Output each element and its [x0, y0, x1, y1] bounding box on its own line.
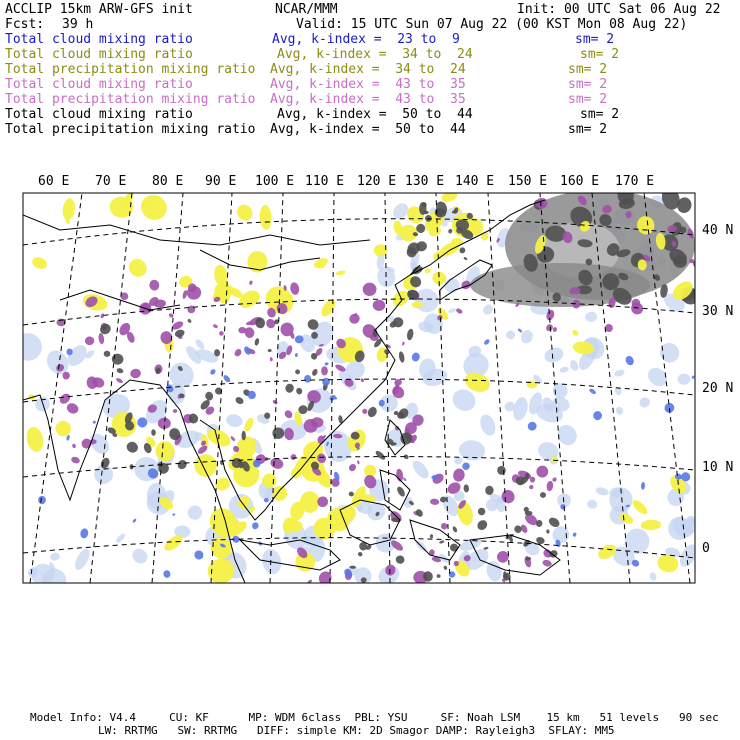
field-cell: [268, 349, 272, 352]
legend-k-index: Avg, k-index = 50 to 44: [277, 107, 473, 122]
field-cell: [485, 486, 494, 495]
forecast-label: Fcst:: [5, 17, 45, 32]
field-cell: [190, 450, 221, 481]
field-cell: [430, 498, 440, 505]
field-cell: [395, 555, 405, 564]
field-cell: [115, 532, 127, 544]
field-cell: [243, 417, 256, 433]
field-cell: [448, 228, 453, 234]
field-cell: [151, 429, 156, 436]
field-cell: [546, 480, 554, 491]
field-cell: [295, 387, 303, 395]
field-cell: [72, 443, 77, 448]
field-cell: [249, 280, 253, 285]
mixing-ratio-shading: [11, 184, 703, 597]
field-cell: [111, 353, 124, 366]
field-cell: [172, 513, 176, 516]
field-cell: [361, 408, 368, 415]
coastline: [23, 215, 370, 245]
field-cell: [463, 257, 468, 261]
field-cell: [641, 482, 646, 490]
field-cell: [234, 201, 256, 223]
field-cell: [536, 465, 549, 478]
legend-smoothing: sm= 2: [580, 47, 620, 62]
field-cell: [477, 507, 486, 516]
field-cell: [586, 499, 598, 510]
field-cell: [505, 330, 516, 341]
legend-field-name: Total precipitation mixing ratio: [5, 92, 256, 107]
legend-smoothing: sm= 2: [580, 107, 620, 122]
field-cell: [448, 307, 457, 313]
legend-field-name: Total precipitation mixing ratio: [5, 62, 256, 77]
legend-k-index: Avg, k-index = 34 to 24: [270, 62, 466, 77]
field-cell: [630, 498, 649, 517]
field-cell: [545, 323, 555, 333]
field-cell: [53, 418, 73, 438]
field-cell: [542, 345, 565, 365]
field-cell: [569, 359, 580, 372]
field-cell: [440, 189, 459, 204]
latitude-label: 10 N: [702, 460, 734, 475]
field-cell: [483, 338, 490, 345]
field-cell: [335, 270, 346, 277]
field-cell: [360, 378, 364, 383]
field-cell: [458, 439, 486, 462]
field-cell: [358, 541, 368, 551]
field-cell: [559, 366, 569, 374]
field-cell: [372, 299, 385, 311]
field-cell: [458, 246, 466, 254]
field-cell: [84, 336, 94, 346]
field-cell: [640, 519, 661, 530]
field-cell: [357, 551, 363, 557]
field-cell: [552, 326, 558, 332]
field-cell: [152, 438, 177, 464]
field-cell: [475, 518, 489, 532]
field-cell: [430, 534, 434, 538]
field-cell: [317, 569, 334, 587]
longitude-label: 150 E: [508, 174, 548, 189]
legend-k-index: Avg, k-index = 50 to 44: [270, 122, 466, 137]
field-cell: [411, 285, 443, 317]
field-cell: [410, 458, 432, 481]
field-cell: [264, 413, 270, 419]
longitude-label: 60 E: [38, 174, 70, 189]
field-cell: [283, 409, 294, 420]
field-cell: [259, 205, 273, 231]
field-cell: [517, 328, 522, 333]
legend-smoothing: sm= 2: [568, 77, 608, 92]
field-cell: [366, 405, 378, 418]
field-cell: [614, 369, 626, 378]
field-cell: [65, 401, 80, 415]
field-cell: [455, 307, 463, 314]
latitude-label: 30 N: [702, 304, 734, 319]
meridian: [90, 193, 132, 583]
init-time: Init: 00 UTC Sat 06 Aug 22: [517, 2, 721, 17]
meridian: [30, 193, 82, 583]
legend-k-index: Avg, k-index = 34 to 24: [277, 47, 473, 62]
field-cell: [11, 330, 46, 364]
field-cell: [439, 540, 445, 544]
longitude-label: 90 E: [205, 174, 237, 189]
field-cell: [396, 485, 407, 498]
field-cell: [234, 396, 244, 406]
field-cell: [185, 503, 205, 523]
field-cell: [463, 484, 469, 492]
field-cell: [595, 486, 610, 497]
legend-smoothing: sm= 2: [568, 62, 608, 77]
field-cell: [125, 440, 140, 455]
field-cell: [176, 458, 189, 471]
field-cell: [209, 368, 216, 376]
legend-field-name: Total precipitation mixing ratio: [5, 122, 256, 137]
field-cell: [411, 352, 421, 363]
field-cell: [37, 495, 46, 504]
field-cell: [656, 339, 683, 366]
field-cell: [452, 468, 466, 483]
field-cell: [321, 377, 330, 387]
field-cell: [374, 449, 386, 461]
field-cell: [662, 401, 676, 415]
field-cell: [551, 477, 557, 483]
field-cell: [304, 374, 312, 383]
legend-field-name: Total cloud mixing ratio: [5, 107, 193, 122]
valid-time: Valid: 15 UTC Sun 07 Aug 22 (00 KST Mon 08 Aug 22): [296, 17, 688, 32]
field-cell: [230, 436, 236, 442]
longitude-label: 80 E: [152, 174, 184, 189]
field-cell: [246, 250, 268, 274]
field-cell: [72, 547, 92, 572]
field-cell: [103, 350, 110, 357]
field-cell: [615, 406, 625, 416]
field-cell: [115, 377, 123, 384]
field-cell: [614, 386, 623, 396]
field-cell: [187, 318, 192, 323]
map-title: ACCLIP 15km ARW-GFS init: [5, 2, 193, 17]
field-cell: [136, 190, 171, 225]
field-cell: [289, 453, 297, 461]
longitude-label: 160 E: [560, 174, 600, 189]
field-cell: [638, 396, 652, 410]
field-cell: [449, 543, 459, 553]
field-cell: [554, 421, 581, 448]
field-cell: [284, 383, 294, 394]
field-cell: [251, 521, 259, 530]
field-cell: [528, 484, 534, 490]
field-cell: [546, 529, 550, 534]
field-cell: [691, 375, 694, 379]
field-cell: [321, 366, 328, 375]
legend-field-name: Total cloud mixing ratio: [5, 47, 193, 62]
legend-smoothing: sm= 2: [568, 122, 608, 137]
longitude-label: 170 E: [615, 174, 655, 189]
field-cell: [98, 333, 105, 345]
field-cell: [30, 255, 48, 271]
field-cell: [481, 302, 495, 316]
coastline: [410, 520, 460, 560]
field-cell: [116, 367, 124, 374]
legend-k-index: Avg, k-index = 43 to 35: [270, 92, 466, 107]
field-cell: [436, 574, 440, 578]
field-cell: [162, 569, 171, 578]
field-cell: [70, 456, 80, 465]
field-cell: [588, 388, 596, 395]
field-cell: [452, 526, 458, 533]
field-cell: [129, 546, 150, 567]
field-cell: [526, 420, 538, 432]
field-cell: [424, 267, 432, 274]
field-cell: [279, 419, 307, 441]
field-cell: [540, 492, 547, 498]
center-label: NCAR/MMM: [275, 2, 338, 17]
field-cell: [585, 311, 598, 322]
field-cell: [571, 329, 579, 337]
field-cell: [572, 532, 577, 537]
field-cell: [174, 328, 186, 338]
latitude-labels: [702, 223, 733, 556]
longitude-labels: [38, 174, 654, 189]
field-cell: [624, 355, 635, 367]
legend-smoothing: sm= 2: [568, 92, 608, 107]
field-cell: [357, 460, 360, 464]
field-cell: [677, 373, 691, 385]
field-cell: [550, 380, 571, 401]
field-cell: [80, 528, 90, 539]
field-cell: [402, 341, 405, 346]
longitude-label: 140 E: [455, 174, 495, 189]
field-cell: [348, 491, 354, 497]
field-cell: [194, 338, 206, 351]
forecast-hours: 39 h: [62, 17, 94, 32]
field-cell: [149, 279, 160, 291]
legend-k-index: Avg, k-index = 23 to 9: [272, 32, 460, 47]
field-cell: [233, 348, 243, 358]
field-cell: [311, 368, 319, 377]
field-cell: [289, 282, 300, 296]
field-cell: [193, 549, 206, 562]
meridian: [270, 193, 283, 583]
field-cell: [272, 399, 278, 405]
field-cell: [238, 327, 246, 333]
field-cell: [24, 425, 45, 453]
field-cell: [496, 465, 507, 476]
field-cell: [125, 255, 150, 280]
field-cell: [225, 413, 244, 429]
latitude-label: 20 N: [702, 381, 734, 396]
field-cell: [551, 524, 571, 545]
legend-smoothing: sm= 2: [575, 32, 615, 47]
field-cell: [648, 571, 657, 581]
latitude-label: 40 N: [702, 223, 734, 238]
longitude-label: 70 E: [95, 174, 127, 189]
field-cell: [362, 282, 377, 297]
model-info-line1: Model Info: V4.4 CU: KF MP: WDM 6class PBL: YSU SF: Noah LSM 15 km 51 levels 90 sec: [30, 711, 719, 724]
parallel: [23, 457, 695, 477]
field-cell: [212, 324, 218, 329]
field-cell: [398, 351, 405, 363]
field-cell: [592, 410, 603, 421]
longitude-label: 100 E: [255, 174, 295, 189]
longitude-label: 130 E: [405, 174, 445, 189]
field-cell: [440, 522, 449, 531]
field-cell: [186, 304, 197, 315]
longitude-label: 120 E: [357, 174, 397, 189]
longitude-label: 110 E: [305, 174, 345, 189]
field-cell: [218, 330, 224, 336]
field-cell: [406, 328, 414, 341]
field-cell: [254, 338, 260, 346]
field-cell: [50, 552, 61, 561]
field-cell: [348, 463, 358, 473]
field-cell: [478, 412, 499, 437]
legend-k-index: Avg, k-index = 43 to 35: [270, 77, 466, 92]
field-cell: [295, 353, 299, 358]
field-cell: [294, 369, 301, 376]
legend-field-name: Total cloud mixing ratio: [5, 32, 193, 47]
field-cell: [172, 409, 177, 414]
field-cell: [222, 374, 231, 384]
latitude-label: 0: [702, 541, 710, 556]
field-cell: [403, 477, 407, 482]
field-cell: [204, 391, 214, 402]
field-cell: [61, 198, 76, 221]
field-cell: [348, 312, 362, 325]
field-cell: [132, 518, 137, 523]
field-cell: [270, 357, 273, 361]
field-cell: [130, 368, 142, 379]
model-info-line2: LW: RRTMG SW: RRTMG DIFF: simple KM: 2D Smagor DAMP: Rayleigh3 SFLAY: MM5: [98, 724, 615, 737]
field-cell: [92, 420, 96, 424]
field-cell: [676, 541, 700, 569]
field-cell: [443, 565, 448, 570]
legend-field-name: Total cloud mixing ratio: [5, 77, 193, 92]
field-cell: [324, 362, 328, 366]
